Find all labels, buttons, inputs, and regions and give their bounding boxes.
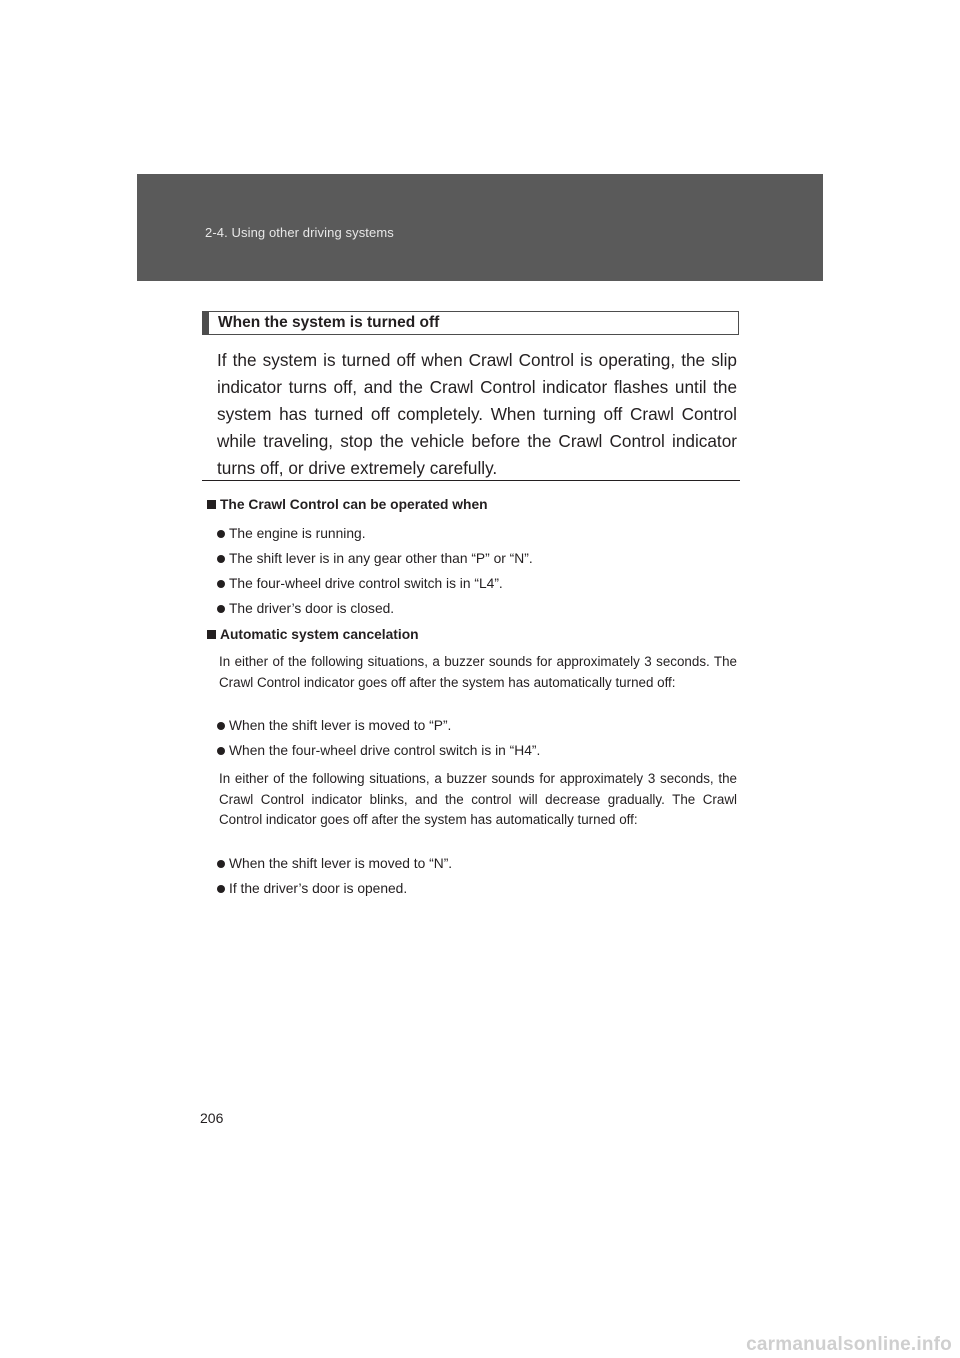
round-bullet-icon <box>217 860 225 868</box>
section-title: When the system is turned off <box>218 314 440 331</box>
round-bullet-icon <box>217 530 225 538</box>
list-item: The shift lever is in any gear other than “P” or “N”. <box>217 551 533 566</box>
round-bullet-icon <box>217 885 225 893</box>
list-item: When the shift lever is moved to “P”. <box>217 718 451 733</box>
square-bullet-icon <box>207 630 216 639</box>
watermark: carmanualsonline.info <box>746 1334 952 1355</box>
list-item: The driver’s door is closed. <box>217 601 394 616</box>
cancel-paragraph-2: In either of the following situations, a buzzer sounds for approximately 3 seconds, the Crawl Control indicator blinks, and the control will decrease gradually. The Crawl Control indicator goes off after the system has automatically turned off: <box>219 771 737 827</box>
breadcrumb: 2-4. Using other driving systems <box>205 225 394 240</box>
list-item: When the four-wheel drive control switch is in “H4”. <box>217 743 540 758</box>
cancel-paragraph-1: In either of the following situations, a buzzer sounds for approximately 3 seconds. The Crawl Control indicator goes off after the system has automatically turned off: <box>219 654 737 690</box>
square-bullet-icon <box>207 500 216 509</box>
list-item: If the driver’s door is opened. <box>217 881 407 896</box>
section-heading-marker <box>203 312 209 334</box>
round-bullet-icon <box>217 555 225 563</box>
section-heading-box <box>202 311 739 335</box>
round-bullet-icon <box>217 605 225 613</box>
watermark-bar <box>0 1330 960 1358</box>
page-number: 206 <box>200 1110 224 1126</box>
note-heading-operated: The Crawl Control can be operated when <box>207 497 488 512</box>
list-item: When the shift lever is moved to “N”. <box>217 856 452 871</box>
section-body: If the system is turned off when Crawl Control is operating, the slip indicator turns off, and the Crawl Control indicator flashes until the system has turned off completely. When turning off Crawl Control while traveling, stop the vehicle before the Crawl Control indicator turns off, or drive extremely carefully. <box>217 350 737 478</box>
note-heading-cancel: Automatic system cancelation <box>207 627 419 642</box>
round-bullet-icon <box>217 747 225 755</box>
list-item: The engine is running. <box>217 526 366 541</box>
chapter-header <box>137 174 823 281</box>
divider <box>202 480 740 481</box>
list-item: The four-wheel drive control switch is in “L4”. <box>217 576 503 591</box>
round-bullet-icon <box>217 580 225 588</box>
round-bullet-icon <box>217 722 225 730</box>
